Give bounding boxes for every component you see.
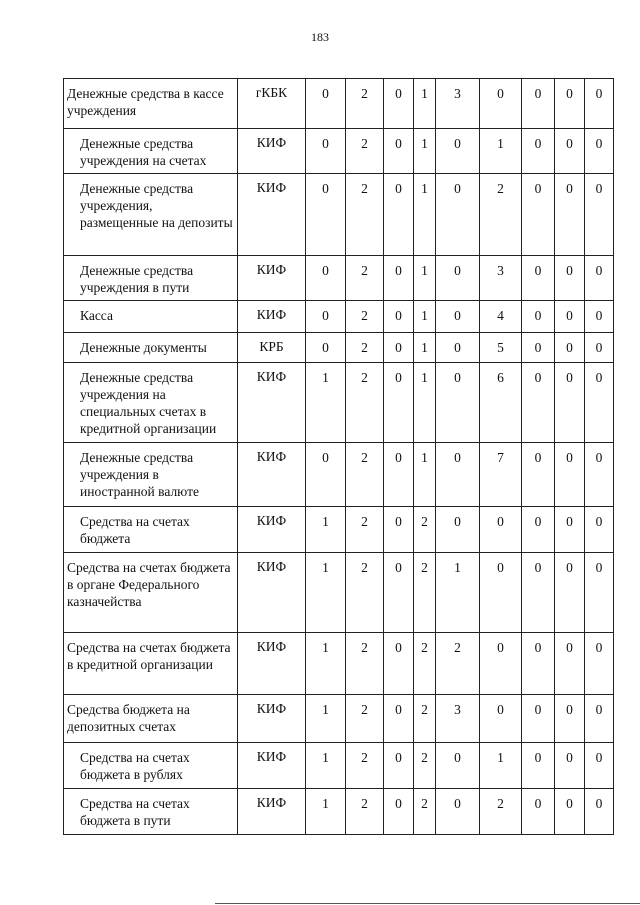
- account-digit-cell: 0: [384, 443, 414, 507]
- account-name-cell: Денежные средства учреждения в пути: [64, 256, 238, 301]
- account-digit-cell: 1: [480, 129, 522, 174]
- account-name-cell: Денежные средства учреждения в иностранной валюте: [64, 443, 238, 507]
- account-digit-cell: 1: [306, 789, 346, 835]
- account-digit-cell: 1: [306, 743, 346, 789]
- account-name-cell: Денежные средства учреждения, размещенные на депозиты: [64, 174, 238, 256]
- account-digit-cell: 1: [414, 363, 436, 443]
- account-digit-cell: 0: [555, 507, 585, 553]
- account-digit-cell: 0: [384, 333, 414, 363]
- account-digit-cell: 2: [346, 129, 384, 174]
- account-digit-cell: 2: [346, 507, 384, 553]
- analytic-code-cell: КИФ: [238, 174, 306, 256]
- account-name-cell: Денежные средства в кассе учреждения: [64, 79, 238, 129]
- account-digit-cell: 0: [585, 129, 614, 174]
- account-digit-cell: 0: [555, 301, 585, 333]
- account-digit-cell: 0: [522, 363, 555, 443]
- account-digit-cell: 1: [306, 507, 346, 553]
- account-digit-cell: 2: [346, 256, 384, 301]
- account-digit-cell: 0: [384, 553, 414, 633]
- account-name-cell: Средства на счетах бюджета в пути: [64, 789, 238, 835]
- account-digit-cell: 0: [585, 789, 614, 835]
- account-digit-cell: 2: [346, 301, 384, 333]
- account-digit-cell: 0: [436, 507, 480, 553]
- account-digit-cell: 0: [384, 363, 414, 443]
- account-digit-cell: 3: [436, 79, 480, 129]
- account-digit-cell: 0: [555, 363, 585, 443]
- account-digit-cell: 0: [436, 333, 480, 363]
- account-digit-cell: 1: [414, 301, 436, 333]
- account-digit-cell: 3: [436, 695, 480, 743]
- table-row: [64, 789, 614, 835]
- page-number: 183: [311, 30, 329, 44]
- account-digit-cell: 0: [436, 363, 480, 443]
- table-row: [64, 507, 614, 553]
- table-row: [64, 301, 614, 333]
- account-digit-cell: 0: [480, 695, 522, 743]
- analytic-code-cell: КИФ: [238, 553, 306, 633]
- account-digit-cell: 2: [346, 743, 384, 789]
- account-digit-cell: 0: [384, 301, 414, 333]
- account-digit-cell: 0: [585, 363, 614, 443]
- analytic-code-cell: КИФ: [238, 695, 306, 743]
- account-digit-cell: 0: [306, 443, 346, 507]
- account-name-cell: Денежные средства учреждения на специальных счетах в кредитной организации: [64, 363, 238, 443]
- table-row: [64, 553, 614, 633]
- account-digit-cell: 1: [480, 743, 522, 789]
- account-digit-cell: 0: [522, 633, 555, 695]
- account-digit-cell: 1: [306, 363, 346, 443]
- account-digit-cell: 2: [414, 695, 436, 743]
- account-name-cell: Денежные документы: [64, 333, 238, 363]
- analytic-code-cell: КИФ: [238, 301, 306, 333]
- account-digit-cell: 0: [522, 443, 555, 507]
- account-digit-cell: 0: [585, 256, 614, 301]
- analytic-code-cell: КРБ: [238, 333, 306, 363]
- account-digit-cell: 0: [522, 301, 555, 333]
- account-digit-cell: 0: [384, 633, 414, 695]
- account-digit-cell: 2: [480, 174, 522, 256]
- table-row: [64, 695, 614, 743]
- account-digit-cell: 0: [555, 129, 585, 174]
- table-row: [64, 129, 614, 174]
- account-digit-cell: 0: [480, 633, 522, 695]
- account-name-cell: Денежные средства учреждения на счетах: [64, 129, 238, 174]
- account-digit-cell: 0: [436, 743, 480, 789]
- account-digit-cell: 0: [480, 79, 522, 129]
- account-digit-cell: 0: [436, 301, 480, 333]
- account-digit-cell: 0: [384, 79, 414, 129]
- account-digit-cell: 0: [585, 507, 614, 553]
- account-name-cell: Средства на счетах бюджета в рублях: [64, 743, 238, 789]
- account-digit-cell: 1: [414, 256, 436, 301]
- account-name-cell: Средства бюджета на депозитных счетах: [64, 695, 238, 743]
- account-digit-cell: 0: [436, 789, 480, 835]
- account-digit-cell: 0: [522, 129, 555, 174]
- account-digit-cell: 0: [585, 743, 614, 789]
- account-digit-cell: 1: [414, 333, 436, 363]
- account-digit-cell: 0: [585, 443, 614, 507]
- account-digit-cell: 1: [414, 79, 436, 129]
- table-row: [64, 256, 614, 301]
- table-row: [64, 79, 614, 129]
- account-digit-cell: 0: [306, 129, 346, 174]
- account-digit-cell: 0: [555, 695, 585, 743]
- account-digit-cell: 0: [436, 129, 480, 174]
- analytic-code-cell: КИФ: [238, 633, 306, 695]
- account-digit-cell: 1: [306, 553, 346, 633]
- account-digit-cell: 0: [306, 174, 346, 256]
- account-digit-cell: 0: [585, 301, 614, 333]
- account-digit-cell: 0: [555, 79, 585, 129]
- account-digit-cell: 0: [436, 443, 480, 507]
- account-digit-cell: 0: [384, 129, 414, 174]
- account-digit-cell: 0: [480, 507, 522, 553]
- analytic-code-cell: КИФ: [238, 507, 306, 553]
- account-digit-cell: 0: [585, 553, 614, 633]
- account-digit-cell: 2: [480, 789, 522, 835]
- account-name-cell: Касса: [64, 301, 238, 333]
- account-digit-cell: 0: [384, 743, 414, 789]
- account-digit-cell: 0: [522, 743, 555, 789]
- account-digit-cell: 2: [346, 333, 384, 363]
- account-digit-cell: 1: [306, 633, 346, 695]
- account-digit-cell: 2: [346, 174, 384, 256]
- account-digit-cell: 0: [555, 743, 585, 789]
- account-digit-cell: 2: [346, 443, 384, 507]
- account-digit-cell: 0: [522, 79, 555, 129]
- account-digit-cell: 2: [414, 507, 436, 553]
- account-digit-cell: 0: [585, 695, 614, 743]
- account-digit-cell: 0: [585, 79, 614, 129]
- account-digit-cell: 2: [346, 553, 384, 633]
- account-table: [63, 78, 614, 835]
- account-digit-cell: 3: [480, 256, 522, 301]
- account-digit-cell: 2: [346, 79, 384, 129]
- account-digit-cell: 0: [585, 633, 614, 695]
- table-row: [64, 363, 614, 443]
- account-digit-cell: 1: [414, 174, 436, 256]
- account-digit-cell: 0: [306, 333, 346, 363]
- account-digit-cell: 0: [522, 507, 555, 553]
- account-digit-cell: 2: [414, 743, 436, 789]
- account-table-body: [64, 79, 614, 835]
- account-digit-cell: 0: [522, 174, 555, 256]
- account-digit-cell: 2: [346, 789, 384, 835]
- account-digit-cell: 7: [480, 443, 522, 507]
- analytic-code-cell: КИФ: [238, 129, 306, 174]
- account-digit-cell: 0: [555, 174, 585, 256]
- table-row: [64, 443, 614, 507]
- table-row: [64, 333, 614, 363]
- account-name-cell: Средства на счетах бюджета в органе Федерального казначейства: [64, 553, 238, 633]
- account-digit-cell: 0: [522, 789, 555, 835]
- account-digit-cell: 6: [480, 363, 522, 443]
- account-digit-cell: 0: [384, 256, 414, 301]
- account-digit-cell: 0: [306, 256, 346, 301]
- account-digit-cell: 5: [480, 333, 522, 363]
- account-name-cell: Средства на счетах бюджета в кредитной организации: [64, 633, 238, 695]
- account-digit-cell: 0: [522, 333, 555, 363]
- account-digit-cell: 0: [480, 553, 522, 633]
- account-digit-cell: 0: [555, 789, 585, 835]
- analytic-code-cell: КИФ: [238, 743, 306, 789]
- account-digit-cell: 0: [436, 174, 480, 256]
- table-row: [64, 633, 614, 695]
- account-digit-cell: 1: [414, 443, 436, 507]
- account-digit-cell: 0: [585, 174, 614, 256]
- account-digit-cell: 2: [346, 633, 384, 695]
- account-digit-cell: 0: [555, 633, 585, 695]
- analytic-code-cell: КИФ: [238, 363, 306, 443]
- account-digit-cell: 0: [522, 695, 555, 743]
- account-digit-cell: 2: [346, 363, 384, 443]
- analytic-code-cell: КИФ: [238, 789, 306, 835]
- account-digit-cell: 1: [306, 695, 346, 743]
- account-digit-cell: 0: [384, 507, 414, 553]
- table-row: [64, 743, 614, 789]
- account-digit-cell: 2: [346, 695, 384, 743]
- account-digit-cell: 0: [555, 443, 585, 507]
- account-digit-cell: 4: [480, 301, 522, 333]
- account-digit-cell: 0: [384, 174, 414, 256]
- account-digit-cell: 2: [414, 553, 436, 633]
- analytic-code-cell: КИФ: [238, 443, 306, 507]
- account-digit-cell: 0: [555, 333, 585, 363]
- account-name-cell: Средства на счетах бюджета: [64, 507, 238, 553]
- analytic-code-cell: гКБК: [238, 79, 306, 129]
- account-digit-cell: 2: [414, 633, 436, 695]
- account-digit-cell: 0: [384, 789, 414, 835]
- account-digit-cell: 0: [555, 256, 585, 301]
- account-digit-cell: 1: [436, 553, 480, 633]
- analytic-code-cell: КИФ: [238, 256, 306, 301]
- account-digit-cell: 0: [306, 79, 346, 129]
- account-digit-cell: 0: [585, 333, 614, 363]
- table-row: [64, 174, 614, 256]
- account-digit-cell: 0: [522, 553, 555, 633]
- account-digit-cell: 0: [436, 256, 480, 301]
- account-digit-cell: 1: [414, 129, 436, 174]
- account-digit-cell: 0: [555, 553, 585, 633]
- account-digit-cell: 0: [384, 695, 414, 743]
- account-digit-cell: 2: [414, 789, 436, 835]
- footer-rule: [215, 903, 640, 904]
- account-digit-cell: 0: [522, 256, 555, 301]
- account-digit-cell: 0: [306, 301, 346, 333]
- account-digit-cell: 2: [436, 633, 480, 695]
